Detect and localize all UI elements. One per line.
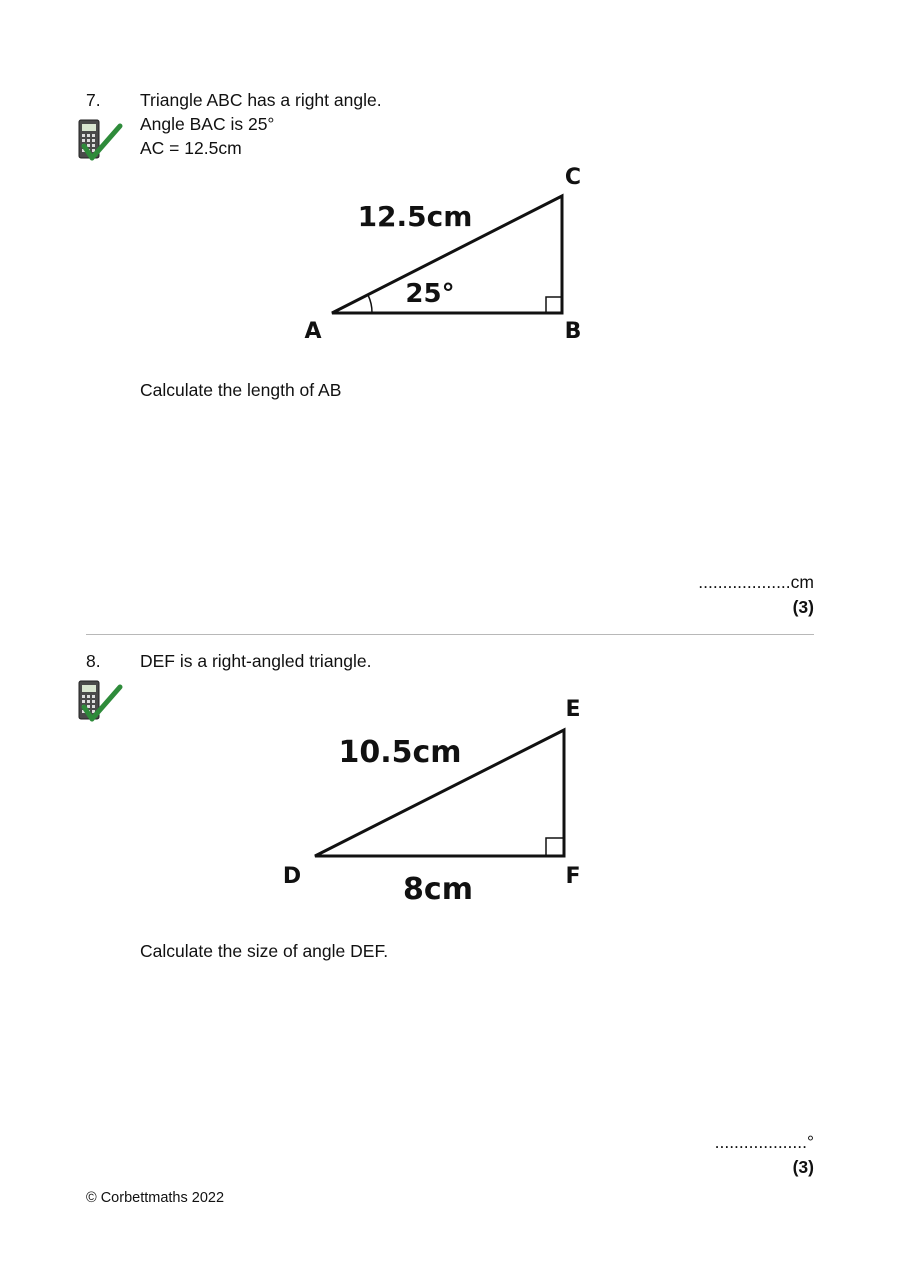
copyright-footer: © Corbettmaths 2022: [86, 1190, 225, 1206]
angle-label-bac: 25°: [405, 279, 455, 309]
right-angle-marker: [546, 838, 564, 856]
question-7-number: 7.: [86, 90, 101, 110]
vertex-label-e: E: [565, 697, 581, 722]
question-7-line-3: AC = 12.5cm: [140, 138, 242, 158]
right-angle-marker: [546, 297, 562, 313]
base-label-df: 8cm: [403, 872, 473, 907]
question-8-answer-line[interactable]: ...................°: [714, 1132, 814, 1152]
vertex-label-c: C: [564, 165, 582, 190]
question-8-number: 8.: [86, 651, 101, 671]
hypotenuse-label-de: 10.5cm: [338, 735, 462, 770]
triangle-def-diagram: [270, 690, 610, 915]
question-7-line-2: Angle BAC is 25°: [140, 114, 275, 134]
vertex-label-d: D: [282, 864, 302, 889]
vertex-label-a: A: [304, 319, 322, 344]
vertex-label-b: B: [564, 319, 582, 344]
question-7-instruction: Calculate the length of AB: [140, 380, 342, 400]
question-7-line-1: Triangle ABC has a right angle.: [140, 90, 382, 110]
question-8-instruction: Calculate the size of angle DEF.: [140, 941, 389, 961]
question-8-line-1: DEF is a right-angled triangle.: [140, 651, 372, 671]
question-divider: [86, 634, 814, 635]
triangle-abc-diagram: [290, 160, 610, 350]
hypotenuse-label-ac: 12.5cm: [357, 200, 473, 233]
angle-arc: [368, 295, 372, 313]
calculator-allowed-icon: [76, 677, 124, 725]
question-8-marks: (3): [792, 1157, 814, 1177]
question-7-answer-line[interactable]: ...................cm: [698, 572, 814, 592]
question-7-marks: (3): [792, 597, 814, 617]
calculator-allowed-icon: [76, 116, 124, 164]
vertex-label-f: F: [565, 864, 581, 889]
